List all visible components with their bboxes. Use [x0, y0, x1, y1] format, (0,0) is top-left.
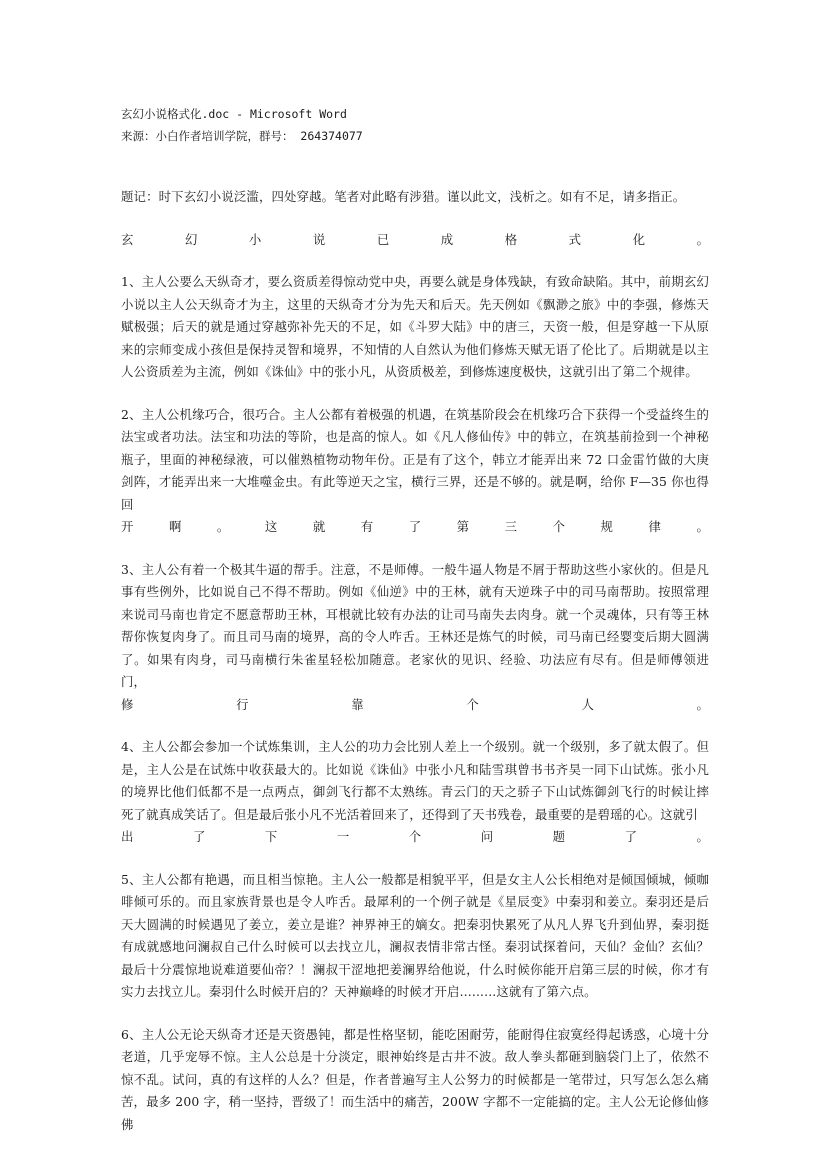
paragraph [121, 271, 709, 384]
spread-char: 。 [216, 519, 230, 534]
spread-char: 行 [236, 696, 249, 712]
spread-char: 。 [696, 519, 709, 534]
spread-char: 修 [121, 696, 134, 712]
preface: 题记：时下玄幻小说泛滥，四处穿越。笔者对此略有涉猎。谨以此文，浅析之。如有不足，请多指正。 [121, 189, 686, 204]
spread-char: 了 [192, 829, 206, 844]
paragraph [121, 1024, 709, 1137]
spread-char: 了 [624, 829, 637, 844]
title-char: 已 [376, 231, 390, 247]
spread-char: 出 [121, 829, 134, 844]
spread-char: 。 [696, 696, 709, 712]
spread-char: 题 [552, 829, 566, 844]
spread-char: 第 [456, 519, 470, 534]
spread-char: 个 [408, 829, 422, 844]
paragraph-spread-line [121, 826, 709, 849]
spread-char: 律 [648, 519, 661, 534]
title-char: 玄 [121, 231, 134, 247]
spread-char: 就 [312, 519, 326, 534]
title-char: 幻 [184, 231, 198, 247]
paragraph-spread-line [121, 516, 709, 539]
spread-char: 啊 [168, 519, 182, 534]
spread-char: 开 [121, 519, 134, 534]
spread-char: 个 [466, 696, 479, 712]
paragraph-text: 2、主人公机缘巧合，很巧合。主人公都有着极强的机遇，在筑基阶段会在机缘巧合下获得一个受益终生的法宝或者功法。法宝和功法的等阶，也是高的惊人。如《凡人修仙传》中的韩立，在筑基前捡到一个神秘瓶子，里面的神秘绿液，可以催熟植物动物年份。正是有了这个，韩立才能弄出来 72 口金雷竹做的大庚剑阵，才能弄出来一大堆噬金虫。有此等逆天之宝，横行三界，还是不够的。就是啊，给你 F—35 你也得回 [121, 406, 709, 512]
paragraph [121, 404, 709, 539]
title-char: 说 [312, 231, 326, 247]
spread-char: 问 [480, 829, 494, 844]
spread-char: 下 [264, 829, 278, 844]
spread-char: 人 [581, 696, 594, 712]
title-char: 式 [568, 231, 582, 247]
window-title: 玄幻小说格式化.doc - Microsoft Word [121, 107, 347, 121]
paragraph-text: 3、主人公有着一个极其牛逼的帮手。注意，不是师傅。一般牛逼人物是不屑于帮助这些小家伙的。但是凡事有些例外，比如说自己不得不帮助。例如《仙逆》中的王林，就有天逆珠子中的司马南帮助。按照常理来说司马南也肯定不愿意帮助王林，耳根就比较有办法的让司马南失去肉身。就一个灵魂体，只有等王林帮你恢复肉身了。而且司马南的境界，高的令人咋舌。王林还是炼气的时候，司马南已经婴变后期大圆满了。如果有肉身，司马南横行朱雀星轻松加随意。老家伙的见识、经验、功法应有尽有。但是师傅领进门， [121, 561, 709, 689]
spread-char: 了 [408, 519, 422, 534]
spread-char: 有 [360, 519, 374, 534]
source-line: 来源：小白作者培训学院，群号： 264374077 [121, 129, 363, 143]
paragraph-text: 6、主人公无论天纵奇才还是天资愚钝，都是性格坚韧，能吃困耐劳，能耐得住寂寞经得起诱惑，心境十分老道，几乎宠辱不惊。主人公总是十分淡定，眼神始终是古井不波。敌人拳头都砸到脑袋门上了，依然不惊不乱。试问，真的有这样的人么？但是，作者普遍写主人公努力的时候都是一笔带过，只写怎么怎么痛苦，最多 200 字，稍一坚持，晋级了！而生活中的痛苦，200W 字都不一定能搞的定。主人公无论修仙修佛 [121, 1026, 709, 1132]
spread-char: 一 [336, 829, 350, 844]
paragraph-text: 4、主人公都会参加一个试炼集训，主人公的功力会比别人差上一个级别。就一个级别，多了就太假了。但是，主人公是在试炼中收获最大的。比如说《诛仙》中张小凡和陆雪琪曾书书齐昊一同下山试炼。张小凡的境界比他们低都不是一点两点，御剑飞行都不太熟练。青云门的天之骄子下山试炼御剑飞行的时候让摔死了就真成笑话了。但是最后张小凡不光活着回来了，还得到了天书残卷，最重要的是碧瑶的心。这就引 [121, 739, 709, 822]
spread-char: 规 [600, 519, 613, 534]
spread-char: 靠 [351, 696, 364, 712]
paragraph [121, 559, 709, 717]
document-body [121, 186, 709, 1156]
paragraph-text: 1、主人公要么天纵奇才，要么资质差得惊动党中央，再要么就是身体残缺，有致命缺陷。其中，前期玄幻小说以主人公天纵奇才为主，这里的天纵奇才分为先天和后天。先天例如《飘渺之旅》中的李强，修炼天赋极强；后天的就是通过穿越弥补先天的不足，如《斗罗大陆》中的唐三，天资一般，但是穿越一下从原来的宗师变成小孩但是保持灵智和境界，不知情的人自然认为他们修炼天赋无语了伦比了。后期就是以主人公资质差为主流，例如《诛仙》中的张小凡，从资质极差，到修炼速度极快，这就引出了第二个规律。 [121, 274, 709, 379]
title-char: 。 [696, 231, 709, 247]
spread-char: 个 [552, 519, 565, 534]
paragraph [121, 869, 709, 1004]
title-char: 化 [632, 231, 646, 247]
document-header [121, 103, 721, 147]
spread-char: 三 [504, 519, 518, 534]
paragraph [121, 736, 709, 849]
paragraph-spread-line [121, 694, 709, 717]
spread-char: 这 [264, 519, 278, 534]
spread-char: 。 [696, 829, 709, 844]
paragraph-list [121, 271, 709, 1136]
document-title [121, 229, 709, 252]
title-char: 成 [440, 231, 454, 247]
paragraph-text: 5、主人公都有艳遇，而且相当惊艳。主人公一般都是相貌平平，但是女主人公长相绝对是倾国倾城，倾咖啡倾可乐的。而且家族背景也是令人咋舌。最犀利的一个例子就是《星辰变》中秦羽和姜立。秦羽还是后天大圆满的时候遇见了姜立，姜立是谁？神界神王的嫡女。把秦羽快累死了从凡人界飞升到仙界，秦羽挺有成就感地问澜叔自己什么时候可以去找立儿，澜叔表情非常古怪。秦羽试探着问，天仙？金仙？玄仙？最后十分震惊地说难道要仙帝？！澜叔干涩地把姜澜界给他说，什么时候你能开启第三层的时候，你才有实力去找立儿。秦羽什么时候开启的？天神巅峰的时候才开启.........这就有了第六点。 [121, 871, 709, 999]
title-char: 格 [504, 231, 518, 247]
title-char: 小 [248, 231, 262, 247]
